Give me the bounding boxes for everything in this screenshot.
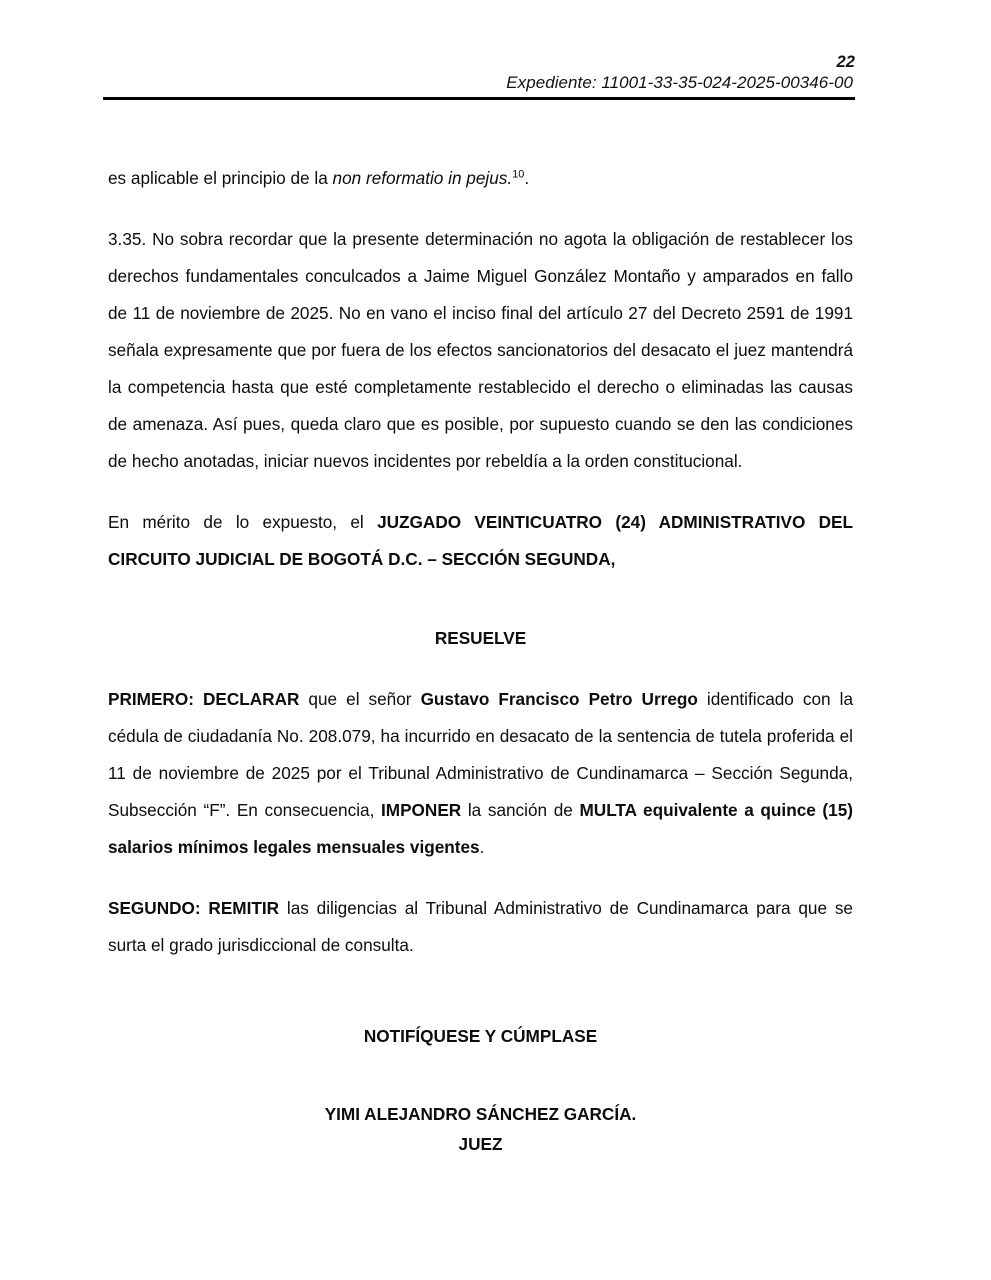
- expediente-label: Expediente: 11001-33-35-024-2025-00346-00: [506, 73, 853, 92]
- primero-label: PRIMERO: DECLARAR: [108, 689, 300, 709]
- notifiquese-heading: NOTIFÍQUESE Y CÚMPLASE: [363, 1026, 598, 1046]
- paragraph-segundo: [108, 890, 853, 964]
- header-divider: [103, 97, 855, 100]
- paragraph-primero: [108, 681, 853, 866]
- continuation-trail-text: .: [524, 168, 530, 188]
- primero-text-4: .: [479, 837, 485, 857]
- imponer-keyword: IMPONER: [381, 800, 462, 820]
- latin-phrase: non reformatio in pejus.: [332, 168, 513, 188]
- paragraph-continuation: [108, 160, 853, 197]
- sanctioned-person-name: Gustavo Francisco Petro Urrego: [420, 689, 698, 709]
- signature-block: [108, 1099, 853, 1159]
- paragraph-3-35: 3.35. No sobra recordar que la presente determinación no agota la obligación de restablecer los derechos fundamentales conculcados a Jaime Miguel González Montaño y amparados en fallo de 11 de noviembre de 2025. No en vano el inciso final del artículo 27 del Decreto 2591 de 1991 señala expresamente que por fuera de los efectos sancionatorios del desacato el juez mantendrá la competencia hasta que esté completamente restablecido el derecho o eliminadas las causas de amenaza. Así pues, queda claro que es posible, por supuesto cuando se den las condiciones de hecho anotadas, iniciar nuevos incidentes por rebeldía a la orden constitucional.: [108, 229, 853, 471]
- merito-lead-text: En mérito de lo expuesto, el: [108, 512, 378, 532]
- footnote-marker: 10: [512, 168, 525, 181]
- spacer-before-resuelve: [108, 602, 853, 620]
- judge-name: YIMI ALEJANDRO SÁNCHEZ GARCÍA.: [324, 1104, 637, 1124]
- continuation-lead-text: es aplicable el principio de la: [108, 168, 333, 188]
- page-header: [103, 52, 855, 100]
- primero-text-2: identificado con la cédula de ciudadanía No. 208.079, ha incurrido en desacato de la sentencia de tutela proferida el 11 de noviembre de 2025 por el Tribunal Administrativo de Cundinamarca – Sección Segunda, Subsección “F”. En consecuencia,: [108, 689, 854, 820]
- document-body: [108, 160, 853, 1159]
- resuelve-heading: RESUELVE: [434, 628, 527, 648]
- spacer-before-notifiquese: [108, 988, 853, 1018]
- spacer-after-resuelve: [108, 657, 853, 681]
- segundo-label: SEGUNDO: REMITIR: [108, 898, 280, 918]
- paragraph-merito: [108, 504, 853, 578]
- page-number: 22: [836, 53, 855, 71]
- court-full-name: JUZGADO VEINTICUATRO (24) ADMINISTRATIVO DEL CIRCUITO JUDICIAL DE BOGOTÁ D.C. – SECCIÓN SEGUNDA,: [108, 512, 853, 569]
- judge-role: JUEZ: [458, 1134, 503, 1154]
- primero-text-1: que el señor: [299, 689, 421, 709]
- primero-text-3: la sanción de: [461, 800, 580, 820]
- multa-amount: MULTA equivalente a quince (15) salarios mínimos legales mensuales vigentes: [108, 800, 853, 857]
- segundo-text-1: las diligencias al Tribunal Administrativo de Cundinamarca para que se surta el grado jurisdiccional de consulta.: [108, 898, 853, 955]
